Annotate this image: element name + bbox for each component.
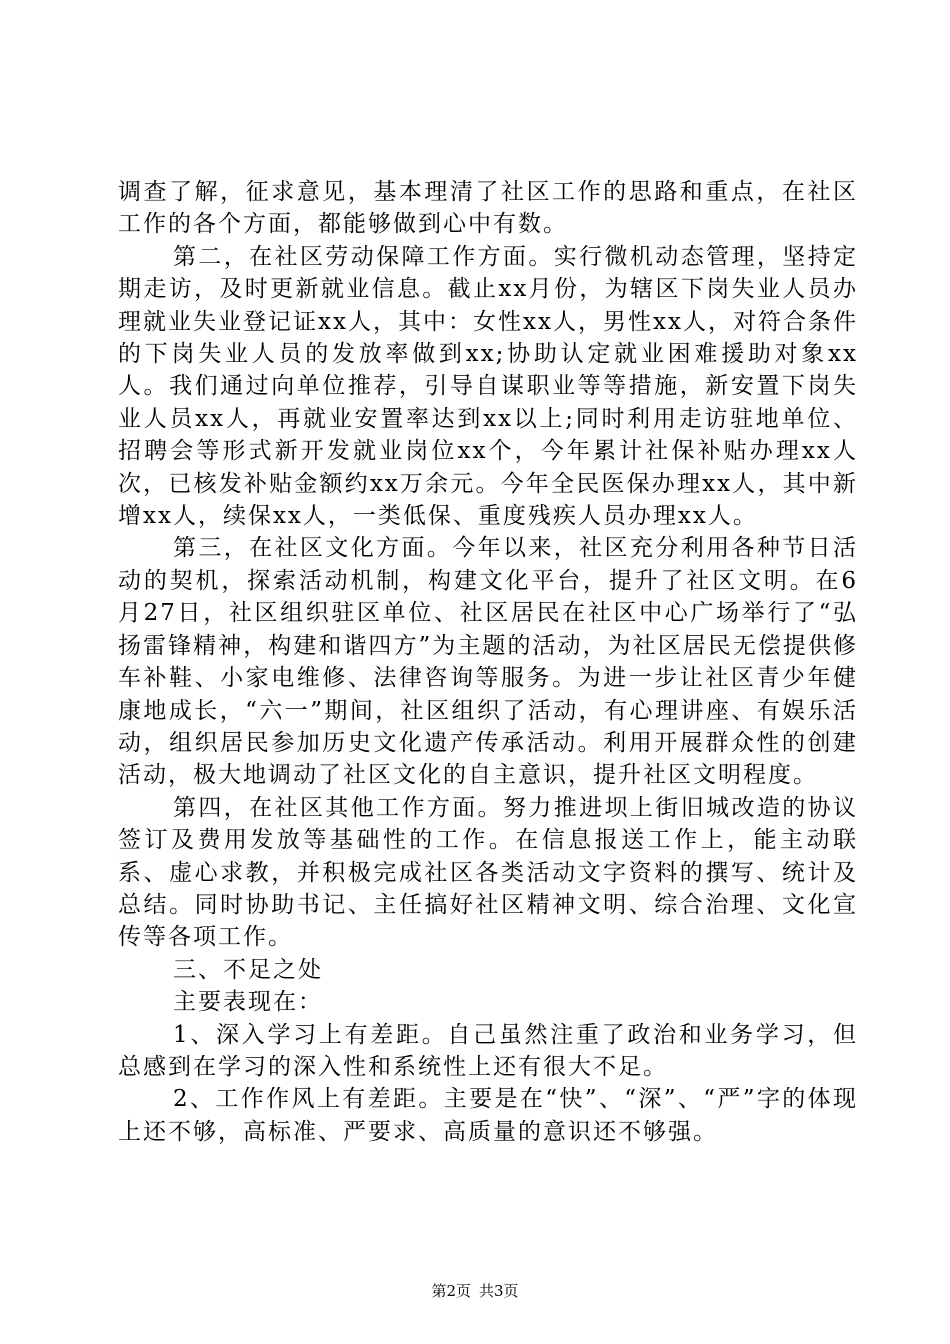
- page-number: 第2页: [431, 1282, 471, 1300]
- paragraph-labor-security: 第二，在社区劳动保障工作方面。实行微机动态管理，坚持定期走访，及时更新就业信息。截止xx月份，为辖区下岗失业人员办理就业失业登记证xx人，其中：女性xx人，男性xx人，对符合条件的下岗失业人员的发放率做到xx;协助认定就业困难援助对象xx人。我们通过向单位推荐，引导自谋职业等等措施，新安置下岗失业人员xx人，再就业安置率达到xx以上;同时利用走访驻地单位、招聘会等形式新开发就业岗位xx个，今年累计社保补贴办理xx人次，已核发补贴金额约xx万余元。今年全民医保办理xx人，其中新增xx人，续保xx人，一类低保、重度残疾人员办理xx人。: [118, 243, 858, 530]
- page-footer: [0, 1281, 950, 1301]
- paragraph-community-culture: 第三，在社区文化方面。今年以来，社区充分利用各种节日活动的契机，探索活动机制，构建文化平台，提升了社区文明。在6月27日，社区组织驻区单位、社区居民在社区中心广场举行了“弘扬雷锋精神，构建和谐四方”为主题的活动，为社区居民无偿提供修车补鞋、小家电维修、法律咨询等服务。为进一步让社区青少年健康地成长，“六一”期间，社区组织了活动，有心理讲座、有娱乐活动，组织居民参加历史文化遗产传承活动。利用开展群众性的创建活动，极大地调动了社区文化的自主意识，提升社区文明程度。: [118, 535, 858, 789]
- paragraph-continuation: 调查了解，征求意见，基本理清了社区工作的思路和重点，在社区工作的各个方面，都能够做到心中有数。: [118, 179, 858, 238]
- list-item-study-gap: 1、深入学习上有差距。自己虽然注重了政治和业务学习，但总感到在学习的深入性和系统性上还有很大不足。: [118, 1021, 858, 1080]
- section-heading-shortcomings: 三、不足之处: [173, 956, 323, 983]
- page-total: 共3页: [479, 1282, 519, 1300]
- paragraph-main-manifestations: 主要表现在：: [173, 989, 323, 1016]
- list-item-work-style-gap: 2、工作作风上有差距。主要是在“快”、“深”、“严”字的体现上还不够，高标准、严要求、高质量的意识还不够强。: [118, 1086, 858, 1145]
- document-body: [118, 176, 858, 1148]
- paragraph-other-work: 第四，在社区其他工作方面。努力推进坝上街旧城改造的协议签订及费用发放等基础性的工作。在信息报送工作上，能主动联系、虚心求教，并积极完成社区各类活动文字资料的撰写、统计及总结。同时协助书记、主任搞好社区精神文明、综合治理、文化宣传等各项工作。: [118, 794, 858, 951]
